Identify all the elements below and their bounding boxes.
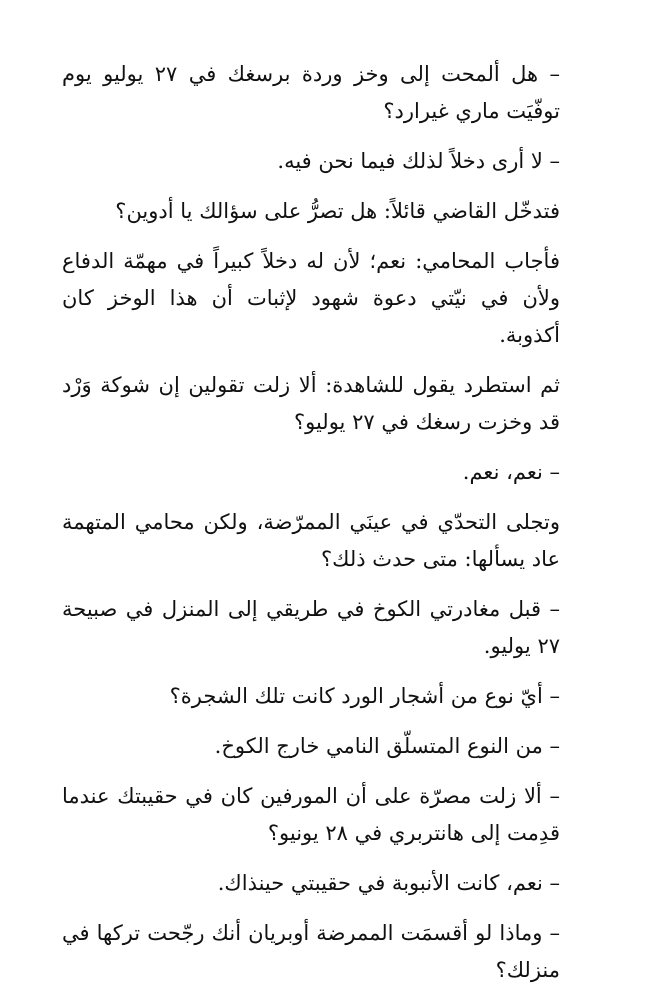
paragraph-13: – وماذا لو أقسمَت الممرضة أوبريان أنك رجّحت تركها في منزلك؟ (62, 921, 560, 982)
paragraph-3: فتدخّل القاضي قائلاً: هل تصرُّ على سؤالك يا أدوين؟ (115, 199, 560, 223)
paragraph-7: وتجلى التحدّي في عينَي الممرّضة، ولكن محامي المتهمة عاد يسألها: متى حدث ذلك؟ (62, 510, 560, 571)
paragraph-4: فأجاب المحامي: نعم؛ لأن له دخلاً كبيراً في مهمّة الدفاع ولأن في نيّتي دعوة شهود لإثبات أن هذا الوخز كان أكذوبة. (62, 249, 560, 347)
page-text (62, 56, 590, 1002)
paragraph-5: ثم استطرد يقول للشاهدة: ألا زلت تقولين إن شوكة وَرْد قد وخزت رسغك في ٢٧ يوليو؟ (62, 373, 560, 434)
paragraph-12: – نعم، كانت الأنبوبة في حقيبتي حينذاك. (217, 871, 560, 895)
paragraph-1: – هل ألمحت إلى وخز وردة برسغك في ٢٧ يوليو يوم توفّيَت ماري غيرارد؟ (62, 62, 560, 123)
paragraph-2: – لا أرى دخلاً لذلك فيما نحن فيه. (277, 149, 560, 173)
paragraph-9: – أيّ نوع من أشجار الورد كانت تلك الشجرة؟ (169, 684, 560, 708)
paragraph-10: – من النوع المتسلّق النامي خارج الكوخ. (214, 734, 560, 758)
paragraph-6: – نعم، نعم. (462, 460, 560, 484)
paragraph-8: – قبل مغادرتي الكوخ في طريقي إلى المنزل في صبيحة ٢٧ يوليو. (62, 597, 560, 658)
paragraph-11: – ألا زلت مصرّة على أن المورفين كان في حقيبتك عندما قدِمت إلى هانتربري في ٢٨ يونيو؟ (62, 784, 560, 845)
